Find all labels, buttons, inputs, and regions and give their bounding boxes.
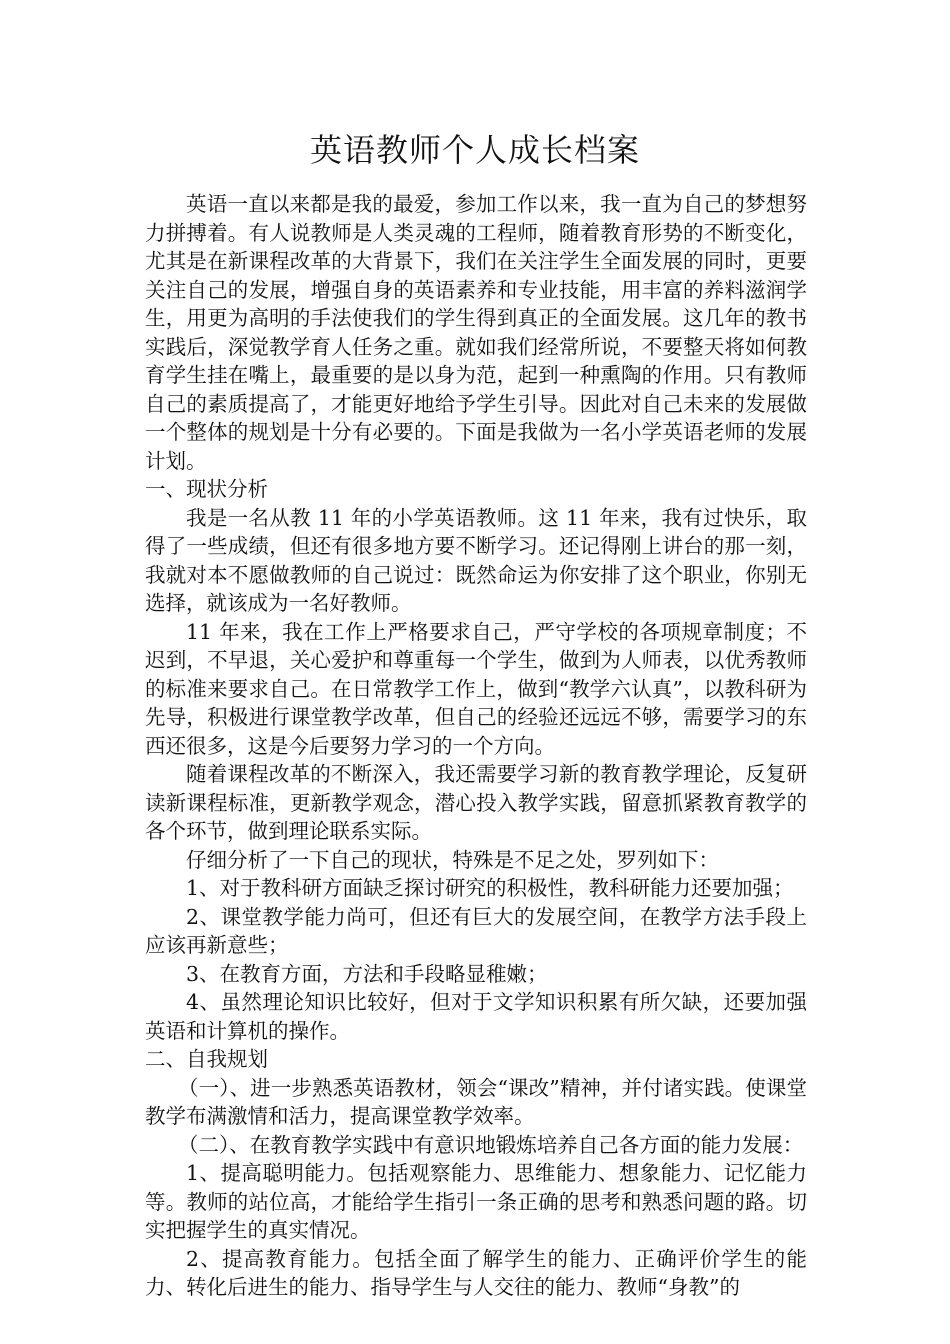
plan-item-2: 2、提高教育能力。包括全面了解学生的能力、正确评价学生的能力、转化后进生的能力、指导学生与人交往的能力、教师“身教”的 [145,1246,807,1299]
status-paragraph-4: 仔细分析了一下自己的现状，特殊是不足之处，罗列如下： [186,847,719,872]
document-title: 英语教师个人成长档案 [309,131,640,169]
status-paragraph-1: 我是一名从教 11 年的小学英语教师。这 11 年来，我有过快乐，取得了一些成绩，但还有很多地方要不断学习。还记得刚上讲台的那一刻，我就对本不愿做教师的自己说过：既然命运为你安排了这个职业，你别无选择，就该成为一名好教师。 [145,505,807,615]
section-heading-plan: 二、自我规划 [145,1047,268,1071]
plan-paragraph-2: （二）、在教育教学实践中有意识地锻炼培养自己各方面的能力发展： [178,1132,804,1157]
shortcoming-item-1: 1、对于教科研方面缺乏探讨研究的积极性，教科研能力还要加强； [186,876,794,900]
status-paragraph-2: 11 年来，我在工作上严格要求自己，严守学校的各项规章制度；不迟到，不早退，关心爱护和尊重每一个学生，做到为人师表，以优秀教师的标准来要求自己。在日常教学工作上，做到“教学六认真”，以教科研为先导，积极进行课堂教学改革，但自己的经验还远远不够，需要学习的东西还很多，这是今后要努力学习的一个方向。 [145,619,807,758]
shortcoming-item-4: 4、虽然理论知识比较好，但对于文学知识积累有所欠缺，还要加强英语和计算机的操作。 [145,990,807,1043]
document-body [145,190,807,1302]
section-heading-status: 一、现状分析 [145,477,268,501]
status-paragraph-3: 随着课程改革的不断深入，我还需要学习新的教育教学理论，反复研读新课程标准，更新教学观念，潜心投入教学实践，留意抓紧教育教学的各个环节，做到理论联系实际。 [145,762,807,843]
plan-paragraph-1: （一）、进一步熟悉英语教材，领会“课改”精神，并付诸实践。使课堂教学布满激情和活力，提高课堂教学效率。 [145,1075,807,1128]
plan-item-1: 1、提高聪明能力。包括观察能力、思维能力、想象能力、记忆能力等。教师的站位高，才能给学生指引一条正确的思考和熟悉问题的路。切实把握学生的真实情况。 [145,1161,807,1242]
intro-paragraph: 英语一直以来都是我的最爱，参加工作以来，我一直为自己的梦想努力拼搏着。有人说教师是人类灵魂的工程师，随着教育形势的不断变化，尤其是在新课程改革的大背景下，我们在关注学生全面发展的同时，更要关注自己的发展，增强自身的英语素养和专业技能，用丰富的养料滋润学生，用更为高明的手法使我们的学生得到真正的全面发展。这几年的教书实践后，深觉教学育人任务之重。就如我们经常所说，不要整天将如何教育学生挂在嘴上，最重要的是以身为范，起到一种熏陶的作用。只有教师自己的素质提高了，才能更好地给予学生引导。因此对自己未来的发展做一个整体的规划是十分有必要的。下面是我做为一名小学英语老师的发展计划。 [145,192,807,473]
shortcoming-item-3: 3、在教育方面，方法和手段略显稚嫩； [186,961,548,986]
shortcoming-item-2: 2、课堂教学能力尚可，但还有巨大的发展空间，在教学方法手段上应该再新意些； [145,904,807,957]
